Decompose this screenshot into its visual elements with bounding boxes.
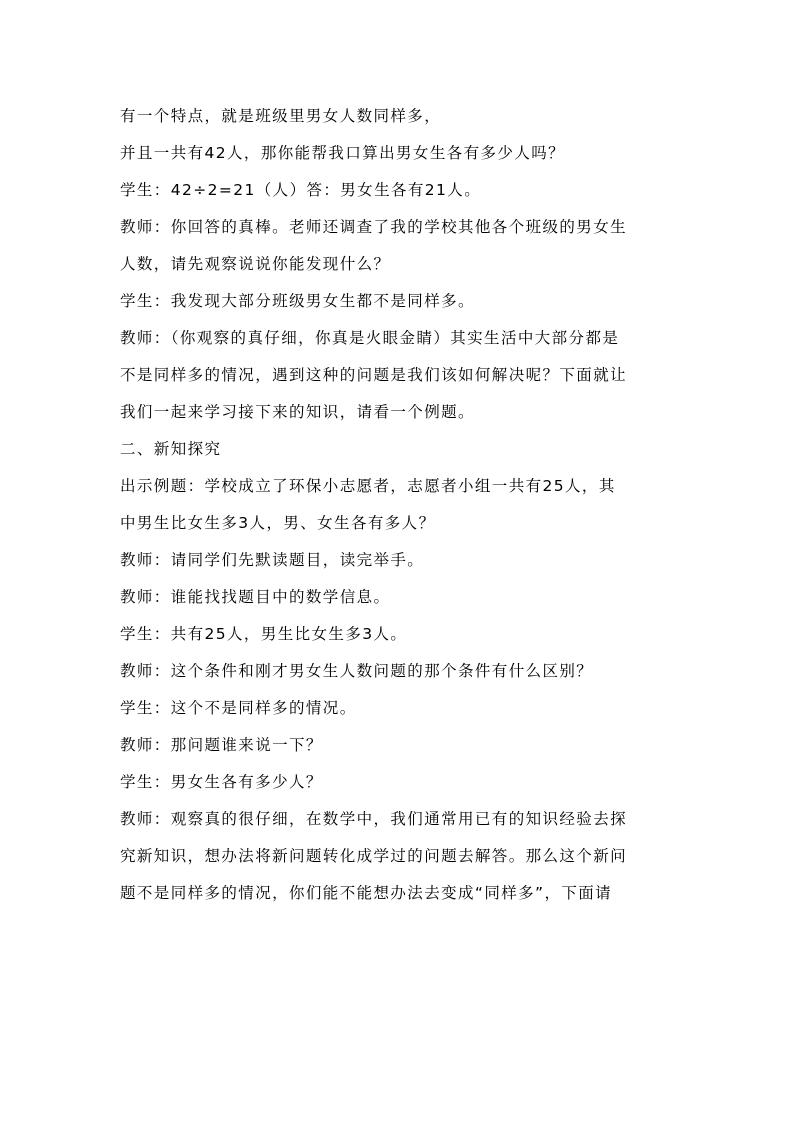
text-line: 题不是同样多的情况，你们能不能想办法去变成“同样多”，下面请 (120, 884, 613, 902)
text-line: 并且一共有42人，那你能帮我口算出男女生各有多少人吗？ (120, 144, 566, 162)
text-line: 中男生比女生多3人，男、女生各有多人？ (120, 514, 436, 532)
teacher-line: 教师：（你观察的真仔细，你真是火眼金睛）其实生活中大部分都是 (120, 329, 620, 347)
text-line: 人数，请先观察说说你能发现什么？ (120, 255, 391, 273)
document-body (120, 98, 690, 912)
student-answer-line: 学生：共有25人，男生比女生多3人。 (120, 625, 408, 643)
section-heading: 二、新知探究 (120, 440, 222, 458)
text-line: 有一个特点，就是班级里男女人数同样多， (120, 107, 442, 125)
student-answer-line: 学生：这个不是同样多的情况。 (120, 699, 357, 717)
student-answer-line: 学生：男女生各有多少人？ (120, 773, 323, 791)
student-answer-line: 学生：42÷2=21（人）答：男女生各有21人。 (120, 181, 482, 199)
example-problem-line: 出示例题：学校成立了环保小志愿者，志愿者小组一共有25人，其 (120, 477, 616, 495)
teacher-line: 教师：请同学们先默读题目，读完举手。 (120, 551, 425, 569)
teacher-line: 教师：那问题谁来说一下？ (120, 736, 323, 754)
text-line: 不是同样多的情况，遇到这种的问题是我们该如何解决呢？下面就让 (120, 366, 628, 384)
teacher-line: 教师：你回答的真棒。老师还调查了我的学校其他各个班级的男女生 (120, 218, 628, 236)
student-answer-line: 学生：我发现大部分班级男女生都不是同样多。 (120, 292, 475, 310)
teacher-line: 教师：谁能找找题目中的数学信息。 (120, 588, 391, 606)
text-line: 我们一起来学习接下来的知识，请看一个例题。 (120, 403, 475, 421)
teacher-line: 教师：观察真的很仔细，在数学中，我们通常用已有的知识经验去探 (120, 810, 628, 828)
teacher-line: 教师：这个条件和刚才男女生人数问题的那个条件有什么区别？ (120, 662, 594, 680)
text-line: 究新知识，想办法将新问题转化成学过的问题去解答。那么这个新问 (120, 847, 628, 865)
